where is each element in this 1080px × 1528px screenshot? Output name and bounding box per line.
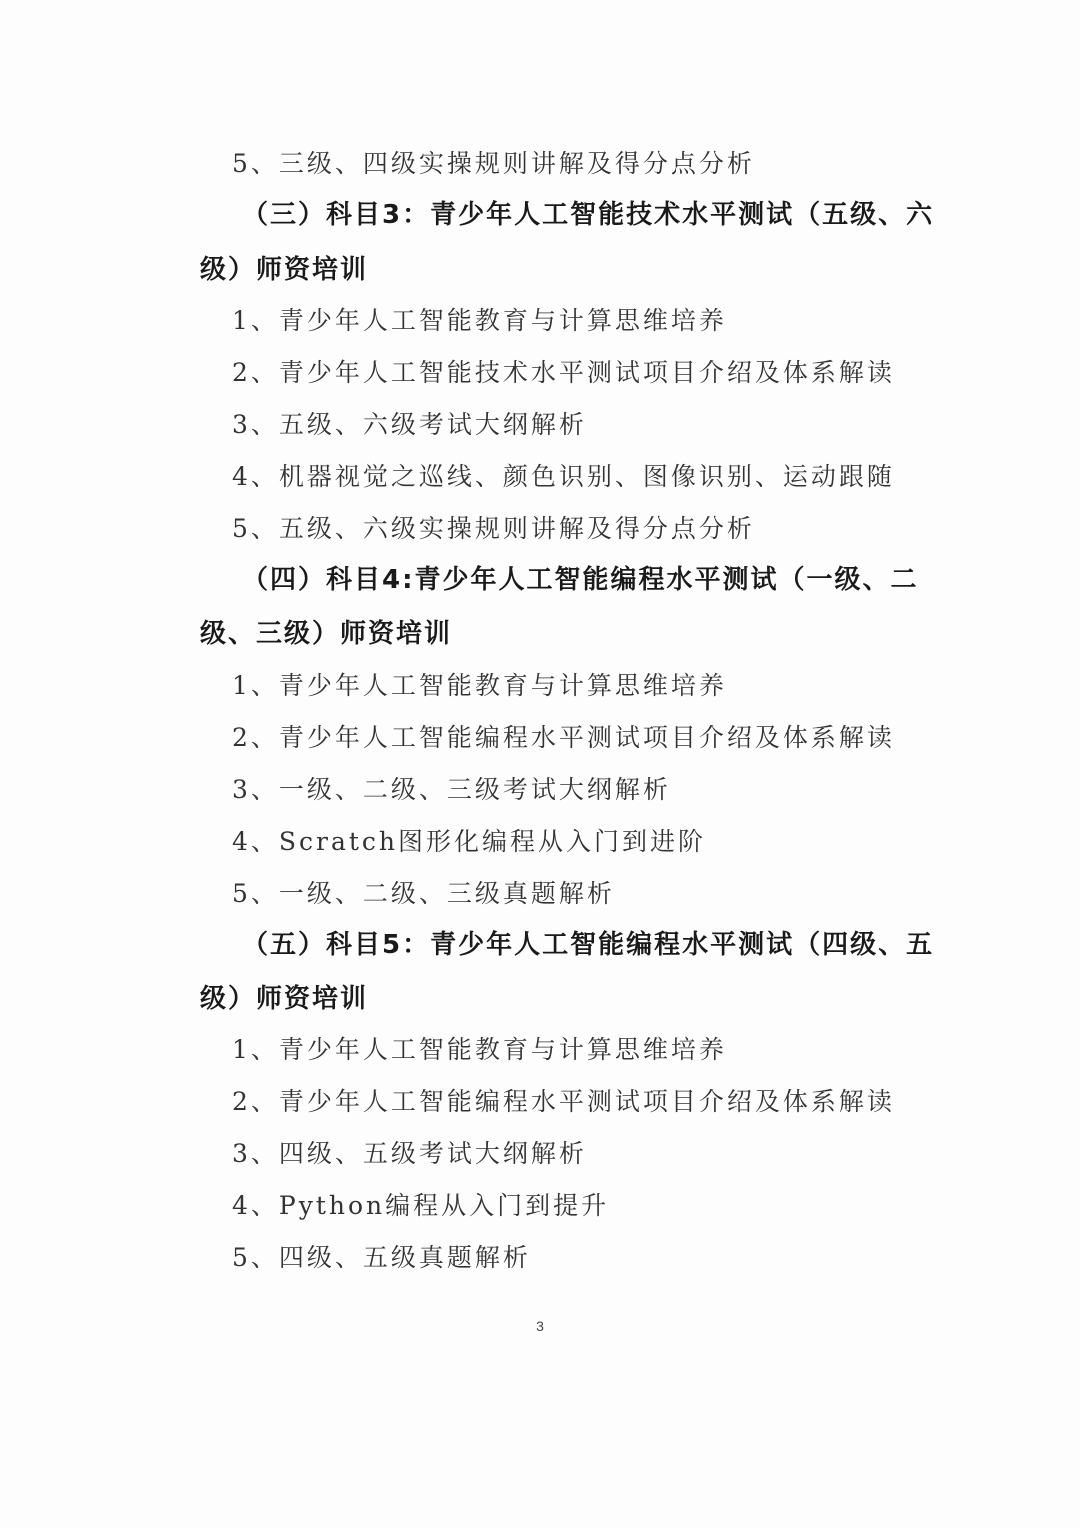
list-item: 4、Scratch图形化编程从入门到进阶 — [232, 827, 707, 856]
section-heading-5-cont: 级）师资培训 — [200, 984, 369, 1014]
list-item: 5、一级、二级、三级真题解析 — [232, 879, 615, 908]
list-item: 2、青少年人工智能技术水平测试项目介绍及体系解读 — [232, 358, 895, 387]
list-item: 2、青少年人工智能编程水平测试项目介绍及体系解读 — [232, 723, 895, 752]
list-item: 1、青少年人工智能教育与计算思维培养 — [232, 306, 727, 335]
list-item: 5、四级、五级真题解析 — [232, 1243, 531, 1272]
section-heading-4-cont: 级、三级）师资培训 — [200, 619, 453, 649]
list-item: 4、机器视觉之巡线、颜色识别、图像识别、运动跟随 — [232, 462, 895, 491]
list-item: 3、四级、五级考试大纲解析 — [232, 1139, 587, 1168]
section-heading-3-cont: 级）师资培训 — [200, 255, 369, 285]
list-item: 1、青少年人工智能教育与计算思维培养 — [232, 671, 727, 700]
section-heading-4: （四）科目4:青少年人工智能编程水平测试（一级、二 — [242, 565, 919, 595]
list-item: 4、Python编程从入门到提升 — [232, 1191, 610, 1220]
list-item: 5、三级、四级实操规则讲解及得分点分析 — [232, 149, 755, 178]
list-item: 5、五级、六级实操规则讲解及得分点分析 — [232, 514, 755, 543]
list-item: 3、五级、六级考试大纲解析 — [232, 410, 587, 439]
list-item: 3、一级、二级、三级考试大纲解析 — [232, 775, 671, 804]
section-heading-5: （五）科目5：青少年人工智能编程水平测试（四级、五 — [242, 930, 935, 960]
list-item: 2、青少年人工智能编程水平测试项目介绍及体系解读 — [232, 1087, 895, 1116]
list-item: 1、青少年人工智能教育与计算思维培养 — [232, 1035, 727, 1064]
section-heading-3: （三）科目3：青少年人工智能技术水平测试（五级、六 — [242, 200, 935, 230]
page-number: 3 — [536, 1318, 544, 1334]
